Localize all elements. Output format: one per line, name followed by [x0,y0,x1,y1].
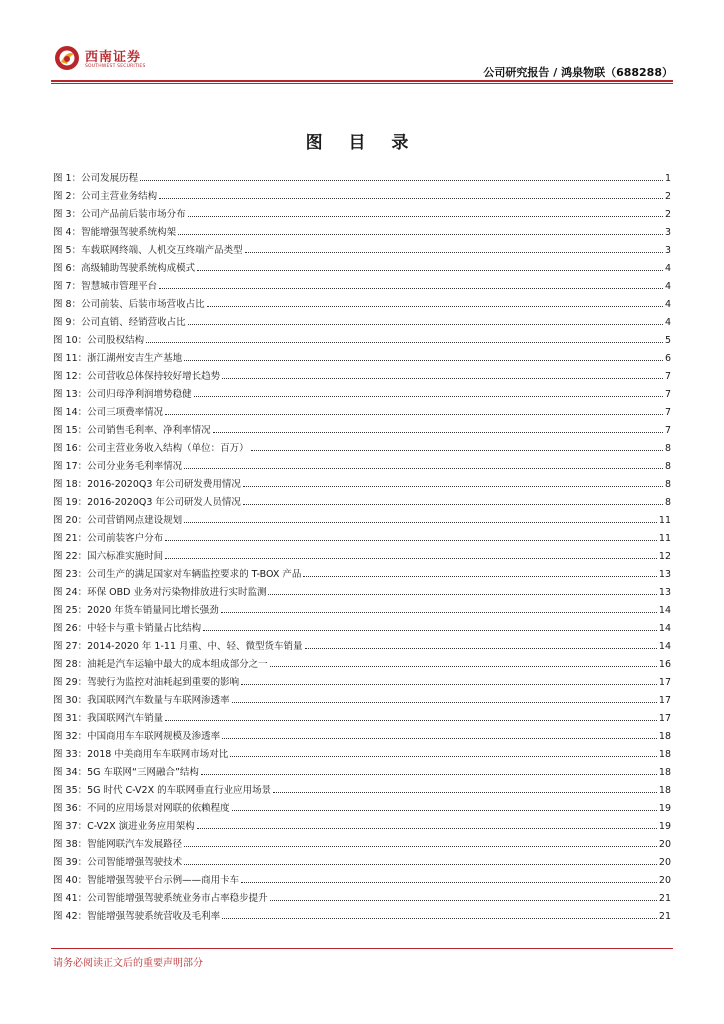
toc-leader-dots [140,170,663,181]
toc-leader-dots [243,476,663,487]
toc-row[interactable] [53,566,671,584]
toc-leader-dots [165,530,657,541]
toc-row[interactable] [53,404,671,422]
toc-row[interactable] [53,674,671,692]
toc-entry-label: 图 11：浙江湖州安吉生产基地 [53,353,183,364]
toc-entry-label: 图 28：油耗是汽车运输中最大的成本组成部分之一 [53,659,268,670]
toc-page-number: 11 [658,515,671,526]
toc-leader-dots [165,404,663,415]
toc-entry-label: 图 22：国六标准实施时间 [53,551,164,562]
toc-entry-label: 图 25：2020 年货车销量同比增长强劲 [53,605,219,616]
toc-entry-label: 图 41：公司智能增强驾驶系统业务市占率稳步提升 [53,893,268,904]
toc-page-number: 7 [664,371,671,382]
toc-entry-label: 图 14：公司三项费率情况 [53,407,164,418]
figure-table-of-contents [53,170,671,926]
toc-page-number: 17 [658,713,671,724]
toc-page-number: 4 [664,317,671,328]
header-rule-thin [51,83,673,84]
toc-entry-label: 图 3：公司产品前后装市场分布 [53,209,186,220]
toc-leader-dots [188,206,663,217]
toc-row[interactable] [53,908,671,926]
toc-leader-dots [232,692,657,703]
footer-rule [51,948,673,949]
report-title: 公司研究报告 / 鸿泉物联（688288） [483,66,673,79]
toc-page-number: 19 [658,803,671,814]
toc-row[interactable] [53,782,671,800]
toc-entry-label: 图 10：公司股权结构 [53,335,145,346]
toc-page-number: 11 [658,533,671,544]
logo-text-cn: 西南证券 [85,50,142,65]
toc-page-number: 18 [658,749,671,760]
toc-row[interactable] [53,530,671,548]
toc-leader-dots [268,584,656,595]
logo-emblem-icon [53,44,81,72]
toc-leader-dots [243,494,663,505]
toc-entry-label: 图 39：公司智能增强驾驶技术 [53,857,183,868]
toc-row[interactable] [53,548,671,566]
logo-text-en: SOUTHWEST SECURITIES [85,64,146,69]
toc-entry-label: 图 20：公司营销网点建设规划 [53,515,183,526]
toc-page-number: 17 [658,677,671,688]
toc-row[interactable] [53,872,671,890]
toc-page-number: 21 [658,893,671,904]
toc-row[interactable] [53,314,671,332]
toc-row[interactable] [53,278,671,296]
toc-row[interactable] [53,728,671,746]
toc-row[interactable] [53,818,671,836]
toc-leader-dots [184,854,657,865]
toc-leader-dots [159,188,663,199]
toc-leader-dots [201,764,657,775]
toc-leader-dots [203,620,657,631]
toc-entry-label: 图 32：中国商用车车联网规模及渗透率 [53,731,221,742]
toc-leader-dots [188,314,663,325]
toc-row[interactable] [53,440,671,458]
toc-entry-label: 图 7：智慧城市管理平台 [53,281,158,292]
toc-page-number: 20 [658,875,671,886]
footer-disclaimer: 请务必阅读正文后的重要声明部分 [53,958,203,969]
toc-entry-label: 图 27：2014-2020 年 1-11 月重、中、轻、微型货车销量 [53,641,303,652]
toc-row[interactable] [53,638,671,656]
toc-page-number: 16 [658,659,671,670]
toc-entry-label: 图 40：智能增强驾驶平台示例——商用卡车 [53,875,240,886]
toc-leader-dots [197,260,663,271]
toc-page-number: 3 [664,245,671,256]
toc-leader-dots [241,872,657,883]
toc-entry-label: 图 31：我国联网汽车销量 [53,713,164,724]
company-logo [51,38,171,78]
toc-row[interactable] [53,386,671,404]
toc-page-number: 4 [664,263,671,274]
toc-row[interactable] [53,296,671,314]
toc-row[interactable] [53,710,671,728]
toc-row[interactable] [53,350,671,368]
toc-leader-dots [251,440,663,451]
toc-row[interactable] [53,584,671,602]
toc-row[interactable] [53,890,671,908]
toc-page-number: 14 [658,605,671,616]
toc-leader-dots [222,908,657,919]
toc-page-number: 6 [664,353,671,364]
toc-leader-dots [232,800,657,811]
toc-entry-label: 图 12：公司营收总体保持较好增长趋势 [53,371,221,382]
toc-leader-dots [159,278,663,289]
toc-leader-dots [165,710,657,721]
toc-leader-dots [230,746,657,757]
toc-entry-label: 图 2：公司主营业务结构 [53,191,158,202]
toc-entry-label: 图 9：公司直销、经销营收占比 [53,317,186,328]
toc-page-number: 18 [658,767,671,778]
toc-page-number: 1 [664,173,671,184]
toc-row[interactable] [53,512,671,530]
toc-entry-label: 图 26：中轻卡与重卡销量占比结构 [53,623,202,634]
toc-page-number: 5 [664,335,671,346]
toc-leader-dots [213,422,663,433]
toc-row[interactable] [53,656,671,674]
toc-row[interactable] [53,836,671,854]
toc-entry-label: 图 4：智能增强驾驶系统构架 [53,227,177,238]
toc-leader-dots [207,296,663,307]
toc-page-number: 13 [658,587,671,598]
toc-row[interactable] [53,422,671,440]
toc-entry-label: 图 8：公司前装、后装市场营收占比 [53,299,205,310]
toc-row[interactable] [53,188,671,206]
toc-page-number: 19 [658,821,671,832]
toc-page-number: 14 [658,623,671,634]
toc-leader-dots [270,656,657,667]
toc-entry-label: 图 18：2016-2020Q3 年公司研发费用情况 [53,479,241,490]
toc-entry-label: 图 6：高级辅助驾驶系统构成模式 [53,263,196,274]
toc-entry-label: 图 34：5G 车联网“三网融合”结构 [53,767,199,778]
toc-row[interactable] [53,746,671,764]
toc-leader-dots [222,728,657,739]
toc-row[interactable] [53,800,671,818]
toc-page-number: 7 [664,407,671,418]
toc-row[interactable] [53,602,671,620]
toc-page-number: 12 [658,551,671,562]
toc-leader-dots [273,782,657,793]
toc-leader-dots [197,818,657,829]
toc-entry-label: 图 35：5G 时代 C-V2X 的车联网垂直行业应用场景 [53,785,272,796]
toc-entry-label: 图 30：我国联网汽车数量与车联网渗透率 [53,695,230,706]
toc-entry-label: 图 1：公司发展历程 [53,173,139,184]
toc-leader-dots [184,512,657,523]
toc-row[interactable] [53,854,671,872]
toc-entry-label: 图 5：车载联网终端、人机交互终端产品类型 [53,245,243,256]
toc-page-number: 17 [658,695,671,706]
toc-entry-label: 图 29：驾驶行为监控对油耗起到重要的影响 [53,677,240,688]
page-header [51,38,673,82]
toc-leader-dots [245,242,663,253]
toc-row[interactable] [53,206,671,224]
toc-page-number: 3 [664,227,671,238]
toc-row[interactable] [53,368,671,386]
toc-leader-dots [184,350,663,361]
toc-page-number: 8 [664,497,671,508]
toc-row[interactable] [53,242,671,260]
toc-row[interactable] [53,476,671,494]
toc-page-number: 8 [664,461,671,472]
toc-page-number: 13 [658,569,671,580]
toc-page-number: 4 [664,281,671,292]
toc-entry-label: 图 42：智能增强驾驶系统营收及毛利率 [53,911,221,922]
toc-page-number: 20 [658,857,671,868]
toc-page-number: 4 [664,299,671,310]
toc-entry-label: 图 15：公司销售毛利率、净利率情况 [53,425,211,436]
header-rule [51,80,673,82]
toc-entry-label: 图 19：2016-2020Q3 年公司研发人员情况 [53,497,241,508]
toc-entry-label: 图 36：不同的应用场景对网联的依赖程度 [53,803,230,814]
toc-page-number: 2 [664,191,671,202]
toc-leader-dots [184,836,657,847]
toc-entry-label: 图 33：2018 中美商用车车联网市场对比 [53,749,229,760]
toc-page-number: 18 [658,785,671,796]
toc-leader-dots [194,386,663,397]
toc-page-number: 8 [664,479,671,490]
toc-leader-dots [221,602,657,613]
toc-page-number: 20 [658,839,671,850]
toc-page-number: 14 [658,641,671,652]
toc-entry-label: 图 24：环保 OBD 业务对污染物排放进行实时监测 [53,587,267,598]
toc-page-number: 18 [658,731,671,742]
toc-row[interactable] [53,332,671,350]
toc-leader-dots [270,890,657,901]
toc-page-number: 2 [664,209,671,220]
toc-entry-label: 图 23：公司生产的满足国家对车辆监控要求的 T-BOX 产品 [53,569,302,580]
toc-entry-label: 图 21：公司前装客户分布 [53,533,164,544]
toc-entry-label: 图 13：公司归母净利润增势稳健 [53,389,192,400]
toc-entry-label: 图 38：智能网联汽车发展路径 [53,839,183,850]
toc-row[interactable] [53,692,671,710]
toc-row[interactable] [53,170,671,188]
toc-leader-dots [184,458,663,469]
toc-row[interactable] [53,458,671,476]
toc-row[interactable] [53,494,671,512]
toc-leader-dots [146,332,663,343]
toc-leader-dots [165,548,657,559]
toc-row[interactable] [53,224,671,242]
toc-entry-label: 图 16：公司主营业务收入结构（单位：百万） [53,443,249,454]
toc-entry-label: 图 17：公司分业务毛利率情况 [53,461,183,472]
toc-page-number: 8 [664,443,671,454]
toc-entry-label: 图 37：C-V2X 演进业务应用架构 [53,821,195,832]
toc-title: 图 目 录 [305,133,419,153]
toc-leader-dots [303,566,657,577]
toc-page-number: 7 [664,425,671,436]
toc-leader-dots [178,224,663,235]
toc-row[interactable] [53,260,671,278]
toc-page-number: 7 [664,389,671,400]
toc-row[interactable] [53,764,671,782]
toc-leader-dots [305,638,657,649]
toc-leader-dots [241,674,657,685]
toc-page-number: 21 [658,911,671,922]
toc-leader-dots [222,368,663,379]
toc-row[interactable] [53,620,671,638]
